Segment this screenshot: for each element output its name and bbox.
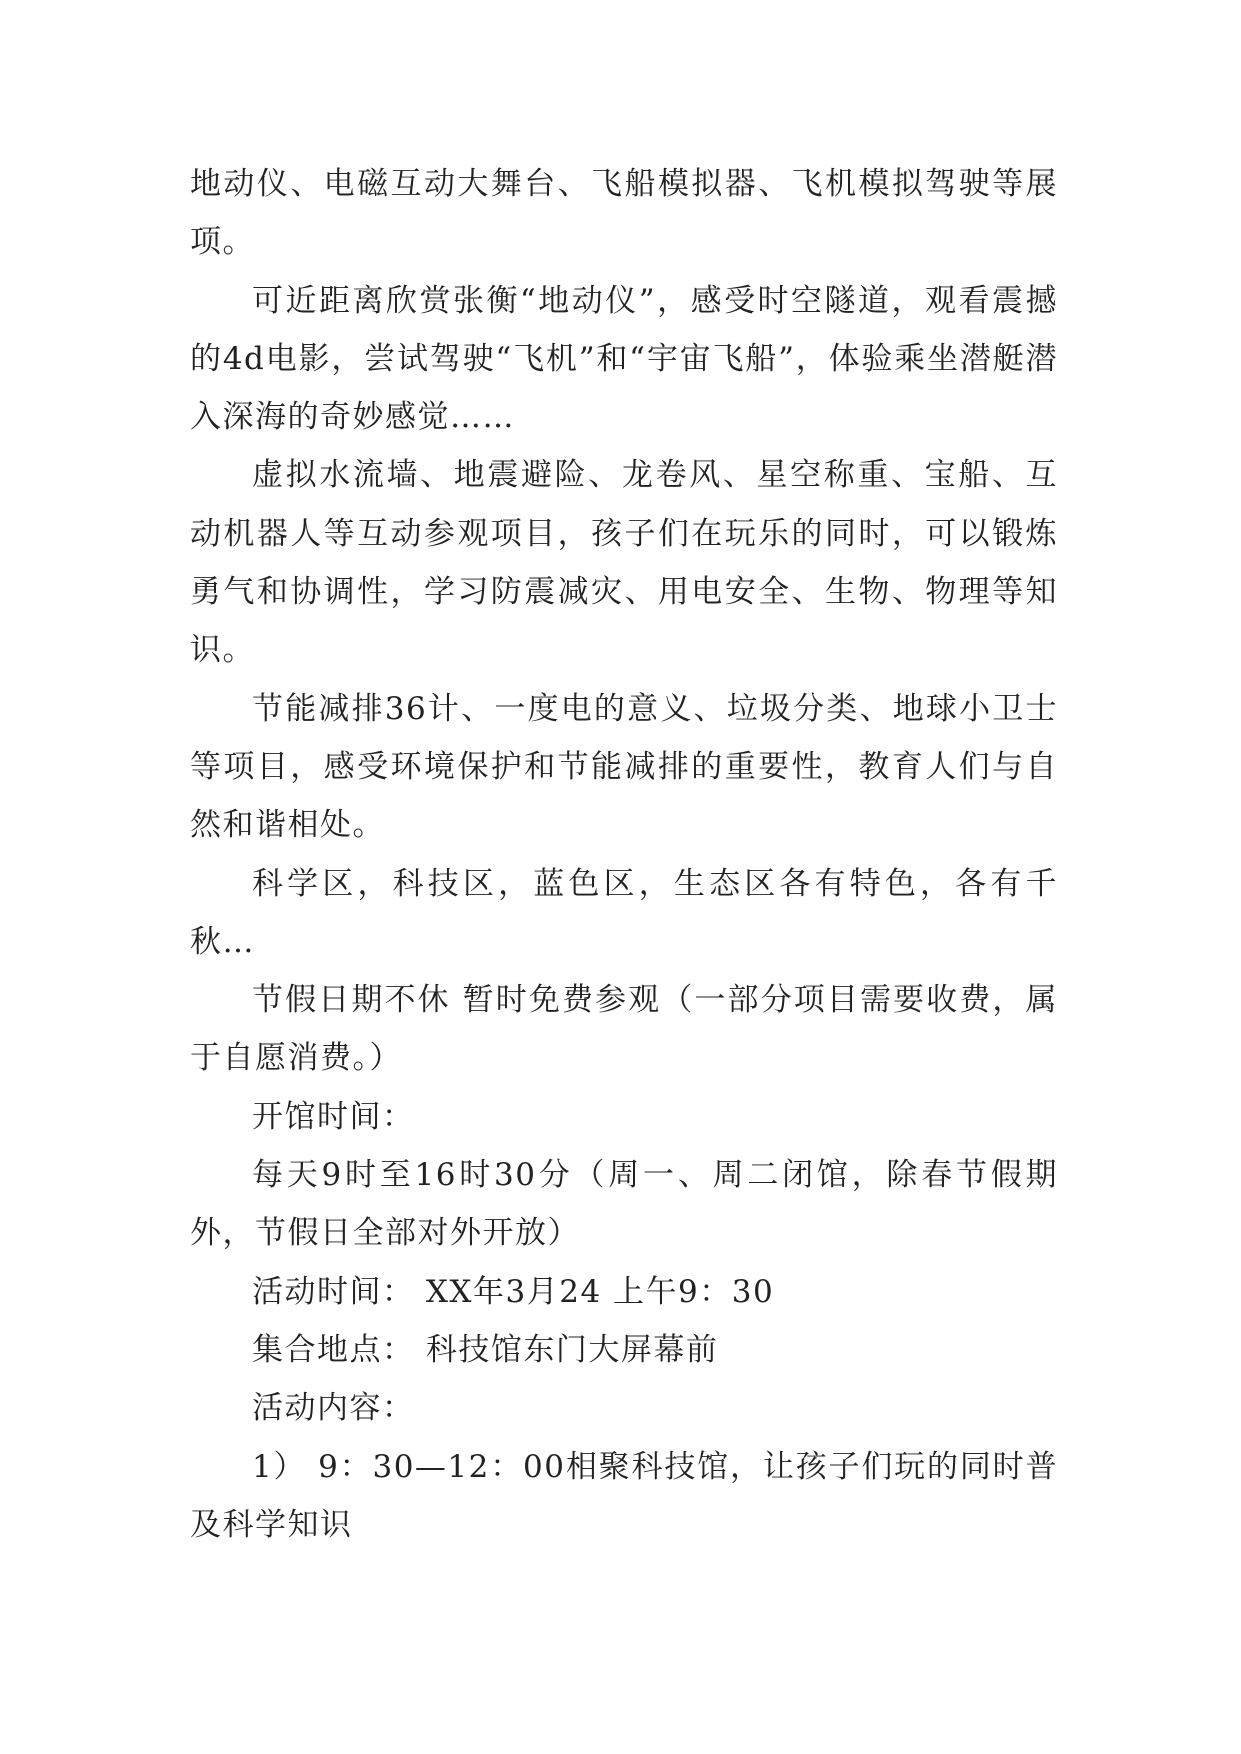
paragraph-opening-hours-label: 开馆时间： [252, 1098, 415, 1135]
paragraph-activity-time: 活动时间： XX年3月24 上午9：30 [252, 1273, 775, 1310]
paragraph-activity-content-label: 活动内容： [252, 1390, 415, 1427]
paragraph-activity-item-1: 1） 9：30—12：00相聚科技馆，让孩子们玩的同时普及科学知识 [190, 1448, 1058, 1543]
paragraph-holidays: 节假日期不休 暂时免费参观（一部分项目需要收费，属于自愿消费。） [190, 982, 1058, 1077]
paragraph-interactive-projects: 虚拟水流墙、地震避险、龙卷风、星空称重、宝船、互动机器人等互动参观项目，孩子们在玩乐的同时，可以锻炼勇气和协调性，学习防震减灾、用电安全、生物、物理等知识。 [190, 457, 1058, 669]
paragraph-opening-hours: 每天9时至16时30分（周一、周二闭馆，除春节假期外，节假日全部对外开放） [190, 1157, 1058, 1252]
paragraph-exhibits-continued: 地动仪、电磁互动大舞台、飞船模拟器、飞机模拟驾驶等展项。 [190, 166, 1058, 261]
document-body [190, 155, 1058, 1554]
paragraph-energy-saving: 节能减排36计、一度电的意义、垃圾分类、地球小卫士等项目，感受环境保护和节能减排的重要性，教育人们与自然和谐相处。 [190, 690, 1058, 844]
paragraph-zones: 科学区，科技区，蓝色区，生态区各有特色，各有千秋… [190, 865, 1058, 960]
paragraph-meeting-place: 集合地点： 科技馆东门大屏幕前 [252, 1331, 719, 1368]
paragraph-seismograph: 可近距离欣赏张衡“地动仪”，感受时空隧道，观看震撼的4d电影，尝试驾驶“飞机”和“宇宙飞船”，体验乘坐潜艇潜入深海的奇妙感觉…… [190, 282, 1058, 436]
